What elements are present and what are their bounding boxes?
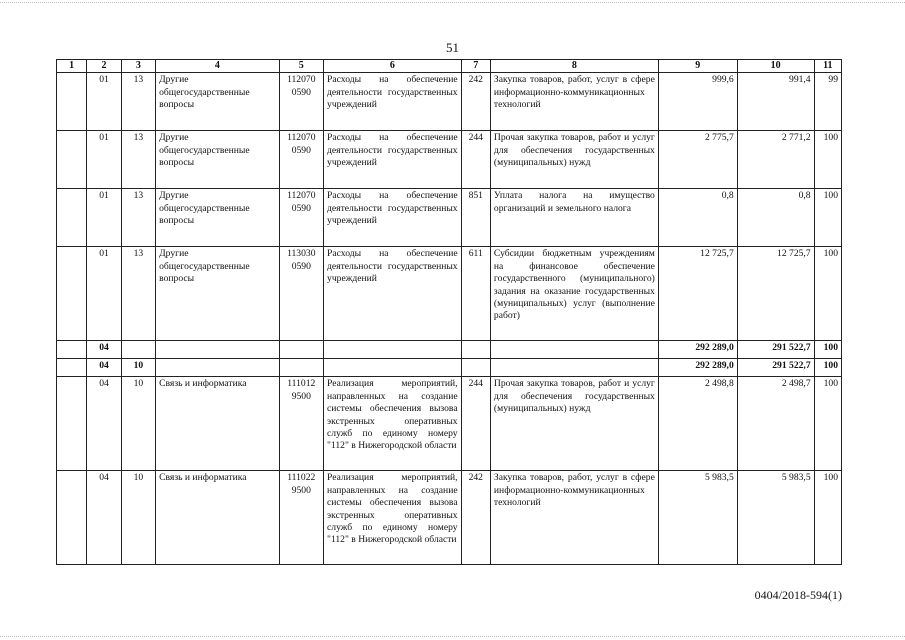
cell-empty [279, 341, 324, 359]
cell-percent: 100 [814, 247, 841, 341]
table-row [57, 471, 842, 565]
cell-target-code: 111012 9500 [279, 377, 324, 471]
cell-expense-name: Закупка товаров, работ, услуг в сфере информационно-коммуникационных технологий [490, 73, 658, 131]
cell-c1 [57, 341, 87, 359]
cell-planned: 5 983,5 [658, 471, 737, 565]
col-header-8: 8 [490, 60, 658, 73]
cell-target-code: 111022 9500 [279, 471, 324, 565]
cell-subsection: 10 [121, 471, 155, 565]
cell-planned: 292 289,0 [658, 341, 737, 359]
cell-planned: 0,8 [658, 189, 737, 247]
cell-expense-code: 242 [461, 73, 490, 131]
table-row [57, 189, 842, 247]
cell-target-code: 112070 0590 [279, 189, 324, 247]
cell-section: 01 [87, 73, 121, 131]
cell-subsection: 10 [121, 359, 155, 377]
col-header-2: 2 [87, 60, 121, 73]
cell-section: 04 [87, 341, 121, 359]
cell-c1 [57, 73, 87, 131]
scan-edge-bottom [0, 636, 905, 638]
budget-table [56, 59, 842, 565]
cell-empty [461, 341, 490, 359]
cell-section: 01 [87, 131, 121, 189]
cell-planned: 12 725,7 [658, 247, 737, 341]
cell-section-name: Другие общегосударственные вопросы [156, 247, 279, 341]
cell-empty [324, 341, 462, 359]
cell-empty [156, 341, 279, 359]
col-header-1: 1 [57, 60, 87, 73]
cell-subsection: 10 [121, 377, 155, 471]
cell-percent: 100 [814, 189, 841, 247]
cell-section: 04 [87, 359, 121, 377]
cell-target-name: Расходы на обеспечение деятельности государственных учреждений [324, 247, 462, 341]
document-code: 0404/2018-594(1) [754, 588, 842, 602]
cell-subsection: 13 [121, 73, 155, 131]
cell-subsection: 13 [121, 189, 155, 247]
cell-section-name: Другие общегосударственные вопросы [156, 73, 279, 131]
cell-percent: 100 [814, 359, 841, 377]
cell-empty [490, 341, 658, 359]
page-number: 51 [446, 40, 459, 55]
cell-section: 04 [87, 377, 121, 471]
cell-executed: 5 983,5 [737, 471, 814, 565]
cell-percent: 99 [814, 73, 841, 131]
total-row [57, 359, 842, 377]
cell-executed: 2 771,2 [737, 131, 814, 189]
header-row [57, 60, 842, 73]
total-row [57, 341, 842, 359]
cell-empty [324, 359, 462, 377]
cell-expense-name: Прочая закупка товаров, работ и услуг для обеспечения государственных (муниципальных) нужд [490, 131, 658, 189]
col-header-3: 3 [121, 60, 155, 73]
cell-executed: 2 498,7 [737, 377, 814, 471]
cell-empty [490, 359, 658, 377]
col-header-9: 9 [658, 60, 737, 73]
cell-planned: 292 289,0 [658, 359, 737, 377]
cell-planned: 2 498,8 [658, 377, 737, 471]
cell-target-code: 113030 0590 [279, 247, 324, 341]
cell-empty [461, 359, 490, 377]
cell-executed: 0,8 [737, 189, 814, 247]
cell-expense-code: 851 [461, 189, 490, 247]
col-header-5: 5 [279, 60, 324, 73]
cell-c1 [57, 471, 87, 565]
cell-expense-name: Уплата налога на имущество организаций и земельного налога [490, 189, 658, 247]
cell-c1 [57, 359, 87, 377]
cell-executed: 991,4 [737, 73, 814, 131]
cell-section: 01 [87, 247, 121, 341]
cell-planned: 999,6 [658, 73, 737, 131]
col-header-6: 6 [324, 60, 462, 73]
scan-edge-top [0, 2, 905, 4]
cell-target-code: 112070 0590 [279, 73, 324, 131]
table-row [57, 73, 842, 131]
cell-section: 04 [87, 471, 121, 565]
cell-percent: 100 [814, 471, 841, 565]
cell-target-name: Расходы на обеспечение деятельности государственных учреждений [324, 73, 462, 131]
cell-target-name: Расходы на обеспечение деятельности государственных учреждений [324, 131, 462, 189]
cell-expense-name: Субсидии бюджетным учреждениям на финансовое обеспечение государственного (муниципального) задания на оказание государственных (муниципальных) услуг (выполнение работ) [490, 247, 658, 341]
cell-expense-code: 611 [461, 247, 490, 341]
col-header-4: 4 [156, 60, 279, 73]
col-header-7: 7 [461, 60, 490, 73]
cell-section-name: Другие общегосударственные вопросы [156, 131, 279, 189]
cell-c1 [57, 131, 87, 189]
cell-target-code: 112070 0590 [279, 131, 324, 189]
cell-executed: 291 522,7 [737, 359, 814, 377]
cell-expense-name: Прочая закупка товаров, работ и услуг для обеспечения государственных (муниципальных) нужд [490, 377, 658, 471]
cell-executed: 12 725,7 [737, 247, 814, 341]
cell-section-name: Другие общегосударственные вопросы [156, 189, 279, 247]
cell-section-name: Связь и информатика [156, 471, 279, 565]
cell-expense-code: 244 [461, 377, 490, 471]
table-row [57, 131, 842, 189]
cell-percent: 100 [814, 131, 841, 189]
cell-target-name: Реализация мероприятий, направленных на создание системы обеспечения вызова экстренных оперативных служб по единому номеру "112" в Нижегородской области [324, 377, 462, 471]
cell-subsection: 13 [121, 247, 155, 341]
table-row [57, 377, 842, 471]
cell-empty [279, 359, 324, 377]
cell-expense-code: 244 [461, 131, 490, 189]
cell-expense-name: Закупка товаров, работ, услуг в сфере информационно-коммуникационных технологий [490, 471, 658, 565]
cell-c1 [57, 247, 87, 341]
cell-executed: 291 522,7 [737, 341, 814, 359]
cell-target-name: Реализация мероприятий, направленных на создание системы обеспечения вызова экстренных оперативных служб по единому номеру "112" в Нижегородской области [324, 471, 462, 565]
cell-percent: 100 [814, 377, 841, 471]
cell-percent: 100 [814, 341, 841, 359]
cell-section-name: Связь и информатика [156, 377, 279, 471]
col-header-10: 10 [737, 60, 814, 73]
cell-c1 [57, 377, 87, 471]
cell-empty [156, 359, 279, 377]
table-row [57, 247, 842, 341]
col-header-11: 11 [814, 60, 841, 73]
cell-subsection [121, 341, 155, 359]
cell-target-name: Расходы на обеспечение деятельности государственных учреждений [324, 189, 462, 247]
cell-c1 [57, 189, 87, 247]
cell-section: 01 [87, 189, 121, 247]
cell-expense-code: 242 [461, 471, 490, 565]
cell-subsection: 13 [121, 131, 155, 189]
cell-planned: 2 775,7 [658, 131, 737, 189]
